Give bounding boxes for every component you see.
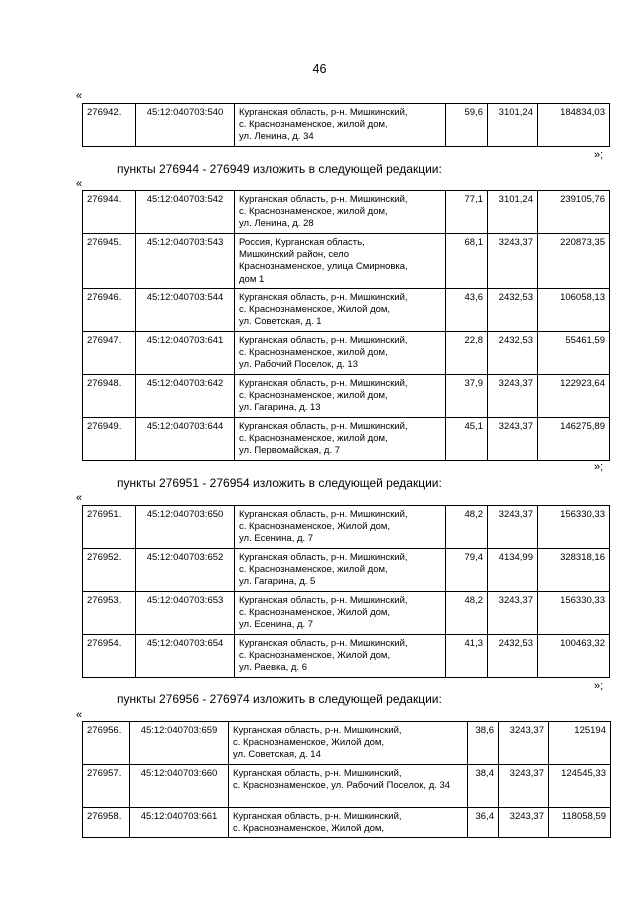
rate-cell: 4134,99 — [488, 549, 538, 592]
rate-cell: 3243,37 — [499, 765, 549, 808]
table-row — [83, 375, 610, 418]
area-cell: 43,6 — [446, 289, 488, 332]
open-quote: « — [76, 178, 83, 190]
address-line: ул. Гагарина, д. 13 — [239, 402, 321, 414]
rate-cell: 2432,53 — [488, 635, 538, 678]
cadastral-number-cell: 45:12:040703:544 — [136, 289, 235, 332]
table-row — [83, 104, 610, 147]
rate-cell: 3243,37 — [488, 592, 538, 635]
address-line: дом 1 — [239, 273, 265, 285]
table-row — [83, 418, 610, 461]
table-row — [83, 808, 611, 838]
rate-cell: 3243,37 — [488, 506, 538, 549]
area-cell: 37,9 — [446, 375, 488, 418]
cadastral-number-cell: 45:12:040703:654 — [136, 635, 235, 678]
address-cell — [235, 375, 446, 418]
rate-cell: 3101,24 — [488, 191, 538, 234]
address-line: с. Краснознаменское, жилой дом, — [239, 206, 388, 218]
item-number-cell: 276958. — [83, 808, 130, 838]
table-block-4 — [82, 721, 611, 838]
address-cell — [235, 592, 446, 635]
table-row — [83, 722, 611, 765]
address-cell — [235, 635, 446, 678]
area-cell: 38,4 — [468, 765, 499, 808]
area-cell: 45,1 — [446, 418, 488, 461]
address-line: ул. Рабочий Поселок, д. 13 — [239, 359, 358, 371]
address-cell — [235, 191, 446, 234]
cost-cell: 156330,33 — [538, 506, 610, 549]
item-number-cell: 276948. — [83, 375, 136, 418]
address-line: с. Краснознаменское, Жилой дом, — [239, 650, 391, 662]
section-heading: пункты 276944 - 276949 изложить в следующей редакции: — [117, 162, 442, 176]
rate-cell: 3243,37 — [499, 808, 549, 838]
open-quote: « — [76, 492, 83, 504]
address-line: Россия, Курганская область, — [239, 237, 365, 248]
address-line: ул. Советская, д. 14 — [233, 749, 321, 761]
item-number-cell: 276951. — [83, 506, 136, 549]
address-line: Курганская область, р-н. Мишкинский, — [233, 811, 402, 822]
close-quote: »; — [594, 149, 604, 161]
address-line: с. Краснознаменское, Жилой дом, — [239, 521, 391, 533]
cost-cell: 220873,35 — [538, 234, 610, 289]
open-quote: « — [76, 709, 83, 721]
address-line: с. Краснознаменское, жилой дом, — [239, 433, 388, 445]
address-line: Курганская область, р-н. Мишкинский, — [239, 107, 408, 118]
rate-cell: 3243,37 — [488, 375, 538, 418]
cadastral-number-cell: 45:12:040703:653 — [136, 592, 235, 635]
cadastral-number-cell: 45:12:040703:660 — [130, 765, 229, 808]
page-number: 46 — [312, 62, 327, 76]
address-line: Курганская область, р-н. Мишкинский, — [239, 335, 408, 346]
area-cell: 68,1 — [446, 234, 488, 289]
item-number-cell: 276957. — [83, 765, 130, 808]
cost-cell: 118058,59 — [549, 808, 611, 838]
table-row — [83, 191, 610, 234]
cost-cell: 184834,03 — [538, 104, 610, 147]
cadastral-number-cell: 45:12:040703:650 — [136, 506, 235, 549]
item-number-cell: 276949. — [83, 418, 136, 461]
rate-cell: 3101,24 — [488, 104, 538, 147]
address-line: ул. Гагарина, д. 5 — [239, 576, 316, 588]
cost-cell: 125194 — [549, 722, 611, 765]
item-number-cell: 276952. — [83, 549, 136, 592]
item-number-cell: 276944. — [83, 191, 136, 234]
table-row — [83, 506, 610, 549]
address-line: с. Краснознаменское, ул. Рабочий Поселок, д. 34 — [233, 780, 451, 792]
address-line: Курганская область, р-н. Мишкинский, — [239, 638, 408, 649]
address-cell — [229, 765, 468, 808]
address-line: Курганская область, р-н. Мишкинский, — [239, 509, 408, 520]
table-row — [83, 289, 610, 332]
table-row — [83, 765, 611, 808]
address-line: с. Краснознаменское, Жилой дом, — [233, 737, 385, 749]
area-cell: 38,6 — [468, 722, 499, 765]
section-heading: пункты 276951 - 276954 изложить в следующей редакции: — [117, 476, 442, 490]
item-number-cell: 276942. — [83, 104, 136, 147]
address-line: Мишкинский район, село — [239, 249, 350, 261]
address-line: Курганская область, р-н. Мишкинский, — [239, 552, 408, 563]
address-line: Курганская область, р-н. Мишкинский, — [239, 378, 408, 389]
address-cell — [235, 506, 446, 549]
rate-cell: 3243,37 — [488, 418, 538, 461]
cost-cell: 106058,13 — [538, 289, 610, 332]
cost-cell: 100463,32 — [538, 635, 610, 678]
address-line: Курганская область, р-н. Мишкинский, — [239, 292, 408, 303]
open-quote: « — [76, 90, 83, 102]
address-line: с. Краснознаменское, Жилой дом, — [239, 304, 391, 316]
cost-cell: 122923,64 — [538, 375, 610, 418]
cadastral-number-cell: 45:12:040703:641 — [136, 332, 235, 375]
item-number-cell: 276956. — [83, 722, 130, 765]
address-line: ул. Советская, д. 1 — [239, 316, 322, 328]
table-row — [83, 234, 610, 289]
table-row — [83, 549, 610, 592]
address-cell — [235, 289, 446, 332]
address-line: с. Краснознаменское, жилой дом, — [239, 119, 388, 131]
address-line: с. Краснознаменское, Жилой дом, — [233, 823, 385, 835]
area-cell: 36,4 — [468, 808, 499, 838]
address-line: ул. Первомайская, д. 7 — [239, 445, 341, 457]
address-line: ул. Раевка, д. 6 — [239, 662, 308, 674]
table-block-1 — [82, 103, 610, 147]
cadastral-number-cell: 45:12:040703:642 — [136, 375, 235, 418]
item-number-cell: 276947. — [83, 332, 136, 375]
cost-cell: 328318,16 — [538, 549, 610, 592]
item-number-cell: 276946. — [83, 289, 136, 332]
cadastral-number-cell: 45:12:040703:543 — [136, 234, 235, 289]
address-line: Курганская область, р-н. Мишкинский, — [239, 421, 408, 432]
address-line: Курганская область, р-н. Мишкинский, — [233, 768, 402, 779]
address-line: ул. Ленина, д. 34 — [239, 131, 314, 143]
table-row — [83, 635, 610, 678]
address-line: ул. Ленина, д. 28 — [239, 218, 314, 230]
cadastral-number-cell: 45:12:040703:644 — [136, 418, 235, 461]
table-block-2 — [82, 190, 610, 461]
cost-cell: 146275,89 — [538, 418, 610, 461]
area-cell: 77,1 — [446, 191, 488, 234]
address-cell — [235, 234, 446, 289]
table-block-3 — [82, 505, 610, 678]
cadastral-number-cell: 45:12:040703:540 — [136, 104, 235, 147]
address-line: с. Краснознаменское, Жилой дом, — [239, 607, 391, 619]
table-row — [83, 592, 610, 635]
area-cell: 79,4 — [446, 549, 488, 592]
address-line: ул. Есенина, д. 7 — [239, 533, 314, 545]
address-line: ул. Есенина, д. 7 — [239, 619, 314, 631]
area-cell: 48,2 — [446, 592, 488, 635]
address-cell — [235, 418, 446, 461]
item-number-cell: 276945. — [83, 234, 136, 289]
item-number-cell: 276953. — [83, 592, 136, 635]
rate-cell: 2432,53 — [488, 332, 538, 375]
cost-cell: 124545,33 — [549, 765, 611, 808]
address-line: с. Краснознаменское, жилой дом, — [239, 564, 388, 576]
cadastral-number-cell: 45:12:040703:652 — [136, 549, 235, 592]
area-cell: 59,6 — [446, 104, 488, 147]
address-line: Краснознаменское, улица Смирновка, — [239, 261, 408, 273]
rate-cell: 2432,53 — [488, 289, 538, 332]
area-cell: 22,8 — [446, 332, 488, 375]
rate-cell: 3243,37 — [499, 722, 549, 765]
close-quote: »; — [594, 680, 604, 692]
close-quote: »; — [594, 461, 604, 473]
cost-cell: 239105,76 — [538, 191, 610, 234]
rate-cell: 3243,37 — [488, 234, 538, 289]
cost-cell: 55461,59 — [538, 332, 610, 375]
cadastral-number-cell: 45:12:040703:661 — [130, 808, 229, 838]
address-cell — [235, 549, 446, 592]
address-line: с. Краснознаменское, жилой дом, — [239, 347, 388, 359]
area-cell: 48,2 — [446, 506, 488, 549]
cadastral-number-cell: 45:12:040703:659 — [130, 722, 229, 765]
address-cell — [235, 332, 446, 375]
item-number-cell: 276954. — [83, 635, 136, 678]
address-line: с. Краснознаменское, жилой дом, — [239, 390, 388, 402]
address-cell — [235, 104, 446, 147]
cadastral-number-cell: 45:12:040703:542 — [136, 191, 235, 234]
address-line: Курганская область, р-н. Мишкинский, — [239, 194, 408, 205]
address-line: Курганская область, р-н. Мишкинский, — [233, 725, 402, 736]
address-cell — [229, 722, 468, 765]
cost-cell: 156330,33 — [538, 592, 610, 635]
address-cell — [229, 808, 468, 838]
area-cell: 41,3 — [446, 635, 488, 678]
section-heading: пункты 276956 - 276974 изложить в следующей редакции: — [117, 692, 442, 706]
address-line: Курганская область, р-н. Мишкинский, — [239, 595, 408, 606]
table-row — [83, 332, 610, 375]
